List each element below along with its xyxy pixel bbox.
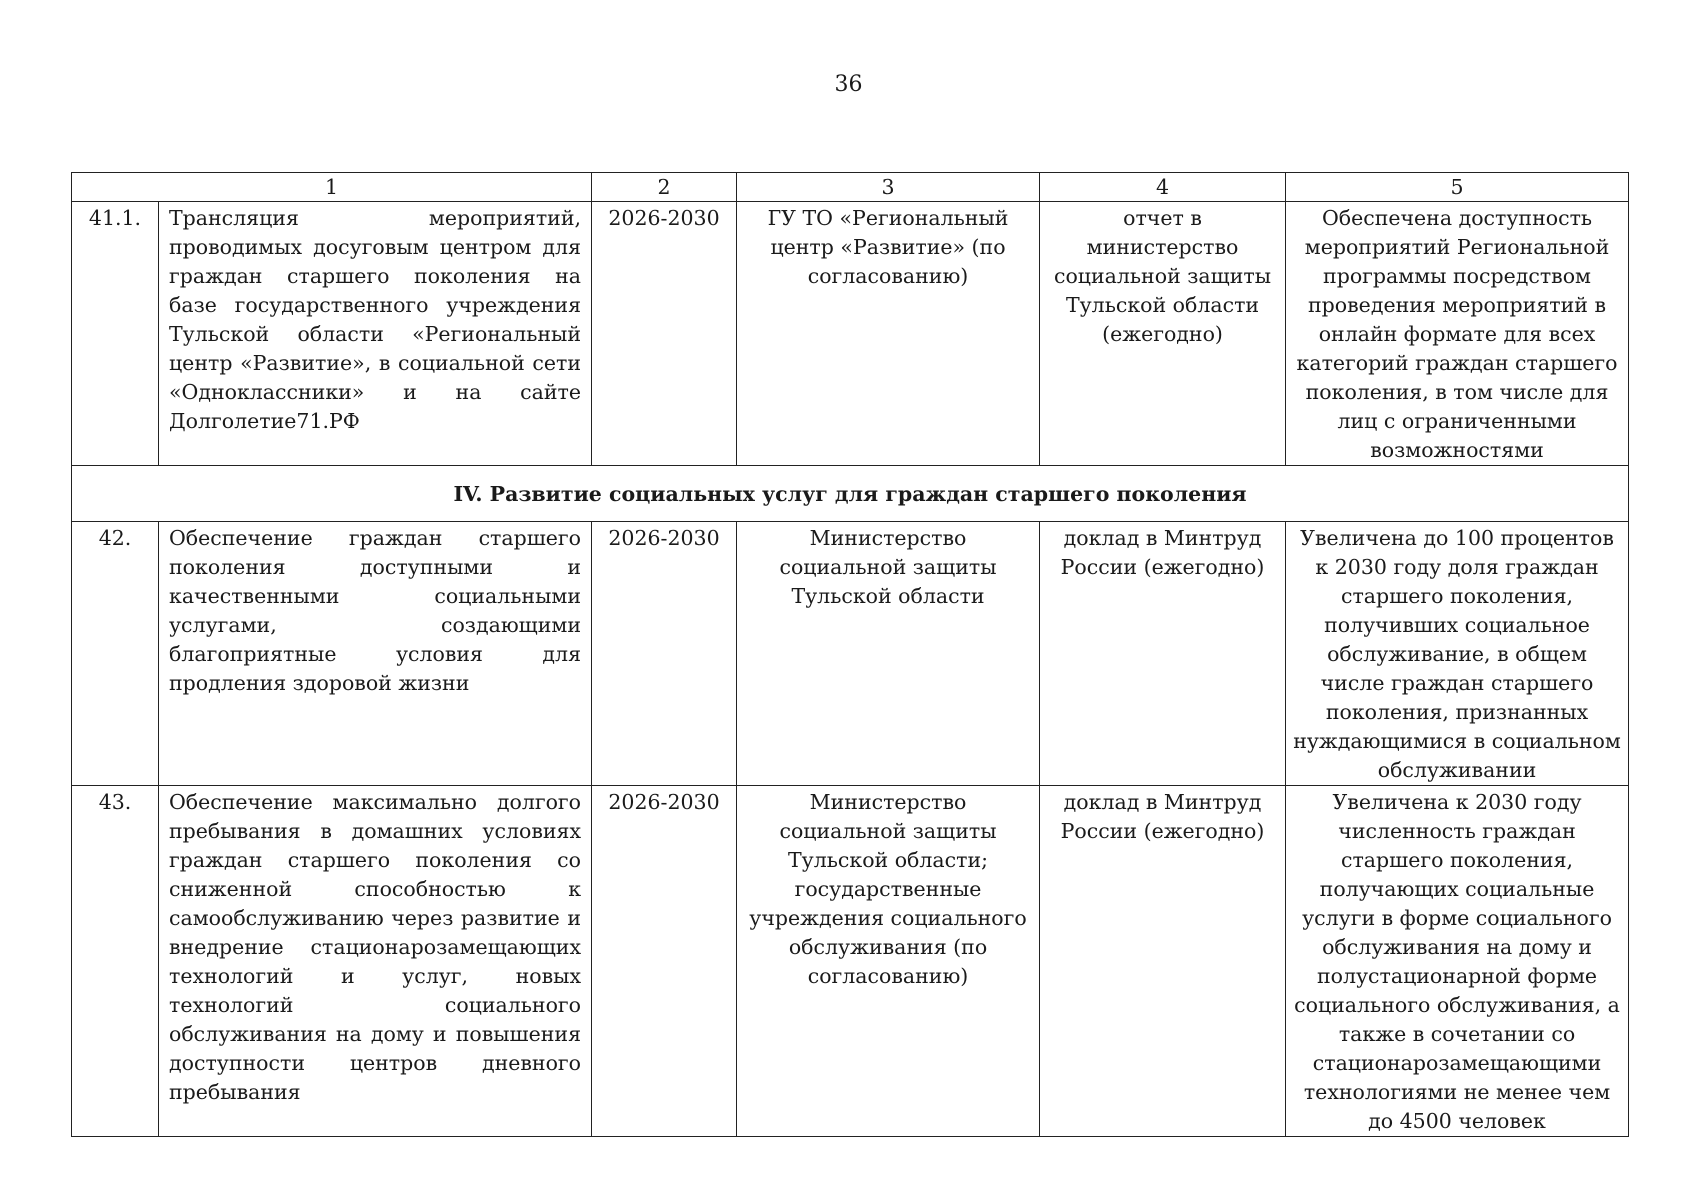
header-col-2: 2	[592, 173, 737, 202]
header-col-4: 4	[1040, 173, 1286, 202]
expected-result: Увеличена к 2030 году численность граждан старшего поколения, получающих социальные услуги в форме социального обслуживания на дому и полустационарной форме социального обслуживания, а также в сочетании со стационарозамещающими технологиями не менее чем до 4500 человек	[1286, 786, 1629, 1137]
period: 2026-2030	[592, 522, 737, 786]
report-type: отчет в министерство социальной защиты Тульской области (ежегодно)	[1040, 202, 1286, 466]
table-row	[72, 522, 1629, 786]
page-number: 36	[834, 72, 863, 97]
table-row	[72, 786, 1629, 1137]
header-col-1: 1	[72, 173, 592, 202]
expected-result: Обеспечена доступность мероприятий Региональной программы посредством проведения мероприятий в онлайн формате для всех категорий граждан старшего поколения, в том числе для лиц с ограниченными возможностями	[1286, 202, 1629, 466]
measure-name: Обеспечение максимально долгого пребывания в домашних условиях граждан старшего поколения со сниженной способностью к самообслуживанию через развитие и внедрение стационарозамещающих технологий и услуг, новых технологий социального обслуживания на дому и повышения доступности центров дневного пребывания	[159, 786, 592, 1137]
responsible: ГУ ТО «Региональный центр «Развитие» (по согласованию)	[737, 202, 1040, 466]
measure-name: Трансляция мероприятий, проводимых досуговым центром для граждан старшего поколения на базе государственного учреждения Тульской области «Региональный центр «Развитие», в социальной сети «Одноклассники» и на сайте Долголетие71.РФ	[159, 202, 592, 466]
header-col-5: 5	[1286, 173, 1629, 202]
responsible: Министерство социальной защиты Тульской области	[737, 522, 1040, 786]
row-number: 43.	[72, 786, 159, 1137]
table-row	[72, 202, 1629, 466]
measures-table	[71, 172, 1629, 1137]
section-heading-row	[72, 466, 1629, 522]
period: 2026-2030	[592, 202, 737, 466]
table-header-row	[72, 173, 1629, 202]
report-type: доклад в Минтруд России (ежегодно)	[1040, 786, 1286, 1137]
measure-name: Обеспечение граждан старшего поколения доступными и качественными социальными услугами, создающими благоприятные условия для продления здоровой жизни	[159, 522, 592, 786]
header-col-3: 3	[737, 173, 1040, 202]
responsible: Министерство социальной защиты Тульской области; государственные учреждения социального обслуживания (по согласованию)	[737, 786, 1040, 1137]
expected-result: Увеличена до 100 процентов к 2030 году доля граждан старшего поколения, получивших социальное обслуживание, в общем числе граждан старшего поколения, признанных нуждающимися в социальном обслуживании	[1286, 522, 1629, 786]
period: 2026-2030	[592, 786, 737, 1137]
report-type: доклад в Минтруд России (ежегодно)	[1040, 522, 1286, 786]
row-number: 41.1.	[72, 202, 159, 466]
section-heading: IV. Развитие социальных услуг для граждан старшего поколения	[72, 466, 1629, 522]
row-number: 42.	[72, 522, 159, 786]
